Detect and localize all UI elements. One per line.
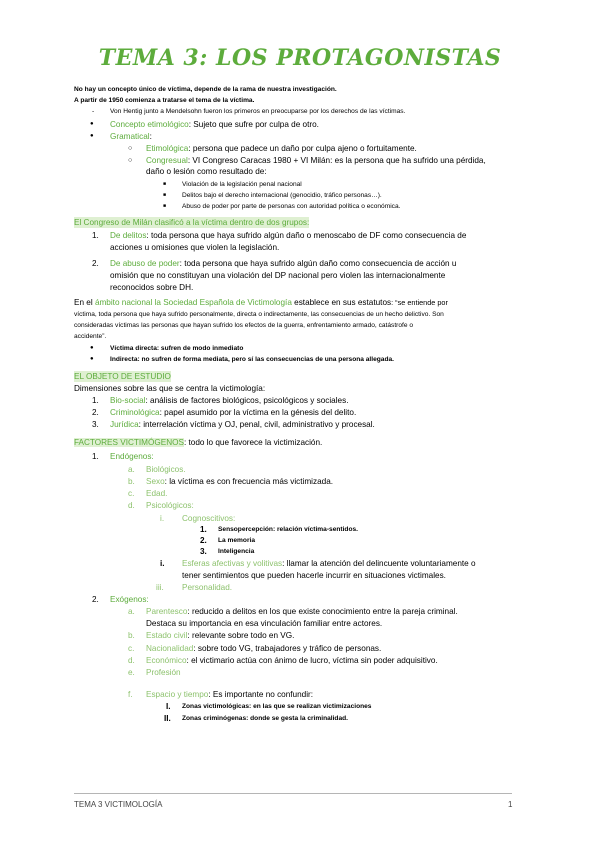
dash-marker: - bbox=[92, 108, 95, 115]
list-number: 2. bbox=[92, 595, 99, 604]
list-letter: f. bbox=[128, 690, 133, 699]
list-letter: b. bbox=[128, 631, 135, 640]
milan-item-1-cont: acciones u omisiones que violen la legislación. bbox=[110, 243, 280, 252]
list-letter: c. bbox=[128, 644, 135, 653]
footer-rule bbox=[74, 793, 512, 794]
exo-c: Nacionalidad: sobre todo VG, trabajadores y tráfico de personas. bbox=[146, 644, 382, 653]
cog-item-1: Sensopercepción: relación víctima-sentidos. bbox=[218, 526, 358, 533]
list-roman: i. bbox=[160, 514, 165, 523]
esferas-item: Esferas afectivas y volitivas: llamar la atención del delincuente voluntariamente o bbox=[182, 559, 476, 568]
list-number: 2. bbox=[92, 408, 99, 417]
list-letter: e. bbox=[128, 668, 135, 677]
list-number: 3. bbox=[200, 547, 207, 556]
intro-line-2: A partir de 1950 comienza a tratarse el tema de la víctima. bbox=[74, 97, 255, 104]
page-number: 1 bbox=[508, 800, 513, 809]
list-letter: d. bbox=[128, 656, 135, 665]
list-roman: i. bbox=[160, 559, 165, 568]
objeto-item-1: Bio-social: análisis de factores biológicos, psicológicos y sociales. bbox=[110, 396, 349, 405]
list-letter: a. bbox=[128, 607, 135, 616]
list-number: 1. bbox=[92, 231, 99, 240]
exo-a: Parentesco: reducido a delitos en los que existe conocimiento entre la pareja criminal. bbox=[146, 607, 458, 616]
exogenos-label: Exógenos: bbox=[110, 595, 149, 604]
congresual-sub-1: Violación de la legislación penal nacional bbox=[182, 181, 302, 188]
cognoscitivos-label: Cognoscitivos: bbox=[182, 514, 236, 523]
objeto-heading: EL OBJETO DE ESTUDIO bbox=[74, 372, 171, 381]
list-letter: c. bbox=[128, 489, 135, 498]
exo-b: Estado civil: relevante sobre todo en VG. bbox=[146, 631, 295, 640]
bullet-icon: ● bbox=[90, 345, 94, 351]
concept-congresual-cont: daño o lesión como resultado de: bbox=[146, 167, 267, 176]
zona-1: Zonas victimológicas: en las que se realizan victimizaciones bbox=[182, 703, 372, 710]
endo-c: Edad. bbox=[146, 489, 168, 498]
square-bullet-icon: ■ bbox=[163, 181, 167, 187]
concept-congresual: Congresual: VI Congreso Caracas 1980 + VI Milán: es la persona que ha sufrido una pérdida, bbox=[146, 156, 486, 165]
congresual-sub-3: Abuso de poder por parte de personas con autoridad política o económica. bbox=[182, 203, 401, 210]
square-bullet-icon: ■ bbox=[163, 203, 167, 209]
ambito-line-4: accidente”. bbox=[74, 333, 107, 340]
milan-heading: El Congreso de Milán clasificó a la víctima dentro de dos grupos: bbox=[74, 218, 310, 227]
list-number: 1. bbox=[92, 396, 99, 405]
ambito-bullet-1: Víctima directa: sufren de modo inmediato bbox=[110, 345, 244, 352]
bullet-icon: ● bbox=[90, 356, 94, 362]
milan-item-2-cont2: reconocidos sobre DH. bbox=[110, 283, 194, 292]
congresual-sub-2: Delitos bajo el derecho internacional (genocidio, tráfico personas…). bbox=[182, 192, 382, 199]
list-letter: d. bbox=[128, 501, 135, 510]
concept-etimologico: Concepto etimológico: Sujeto que sufre por culpa de otro. bbox=[110, 120, 319, 129]
esferas-item-cont: tener sentimientos que pueden hacerle incurrir en situaciones victimales. bbox=[182, 571, 446, 580]
list-roman-upper: II. bbox=[164, 714, 171, 723]
intro-line-3: Von Hentig junto a Mendelsohn fueron los primeros en preocuparse por los derechos de las víctimas. bbox=[110, 108, 406, 115]
concept-gramatical: Gramatical: bbox=[110, 132, 152, 141]
list-roman: iii. bbox=[156, 583, 164, 592]
list-number: 2. bbox=[200, 536, 207, 545]
endo-d: Psicológicos: bbox=[146, 501, 194, 510]
list-roman-upper: I. bbox=[166, 702, 171, 711]
endogenos-label: Endógenos: bbox=[110, 452, 154, 461]
intro-line-1: No hay un concepto único de víctima, depende de la rama de nuestra investigación. bbox=[74, 86, 337, 93]
list-number: 1. bbox=[92, 452, 99, 461]
footer-title: TEMA 3 VICTIMOLOGÍA bbox=[74, 800, 163, 809]
bullet-icon: ● bbox=[90, 133, 94, 139]
ambito-line-3: consideradas víctimas las personas que hayan sufrido los efectos de la guerra, enfrentamiento armado, catástrofe o bbox=[74, 322, 414, 329]
list-letter: a. bbox=[128, 465, 135, 474]
objeto-item-2: Criminológica: papel asumido por la víctima en la génesis del delito. bbox=[110, 408, 357, 417]
concept-etimologica: Etimológica: persona que padece un daño por culpa ajeno o fortuitamente. bbox=[146, 144, 417, 153]
list-number: 1. bbox=[200, 525, 207, 534]
bullet-icon: ● bbox=[90, 121, 94, 127]
exo-a-cont: Destaca su importancia en esa vinculación familiar entre actores. bbox=[146, 619, 383, 628]
zona-2: Zonas criminógenas: donde se gesta la criminalidad. bbox=[182, 715, 348, 722]
circle-bullet-icon: ○ bbox=[128, 145, 133, 152]
ambito-line-1: En el ámbito nacional la Sociedad Española de Victimología establece en sus estatutos: “se entiende por bbox=[74, 298, 448, 307]
objeto-subheading: Dimensiones sobre las que se centra la victimología: bbox=[74, 384, 266, 393]
endo-b: Sexo: la víctima es con frecuencia más victimizada. bbox=[146, 477, 334, 486]
list-number: 3. bbox=[92, 420, 99, 429]
endo-a: Biológicos. bbox=[146, 465, 186, 474]
milan-item-1: De delitos: toda persona que haya sufrido algún daño o menoscabo de DF como consecuencia de bbox=[110, 231, 467, 240]
exo-e: Profesión bbox=[146, 668, 181, 677]
circle-bullet-icon: ○ bbox=[128, 157, 133, 164]
personalidad-item: Personalidad. bbox=[182, 583, 233, 592]
milan-item-2: De abuso de poder: toda persona que haya sufrido algún daño como consecuencia de acción u bbox=[110, 259, 457, 268]
square-bullet-icon: ■ bbox=[163, 192, 167, 198]
cog-item-2: La memoria bbox=[218, 537, 256, 544]
objeto-item-3: Jurídica: interrelación víctima y OJ, penal, civil, administrativo y procesal. bbox=[110, 420, 375, 429]
list-number: 2. bbox=[92, 259, 99, 268]
exo-d: Económico: el victimario actúa con ánimo de lucro, víctima sin poder adquisitivo. bbox=[146, 656, 438, 665]
list-letter: b. bbox=[128, 477, 135, 486]
exo-f: Espacio y tiempo: Es importante no confundir: bbox=[146, 690, 314, 699]
page-title: TEMA 3: LOS PROTAGONISTAS bbox=[98, 45, 502, 71]
cog-item-3: Inteligencia bbox=[218, 548, 255, 555]
ambito-line-2: víctima, toda persona que haya sufrido personalmente, directa o indirectamente, las consecuencias de un hecho delictivo. Son bbox=[74, 311, 444, 318]
milan-item-2-cont: omisión que no constituyan una violación del DP nacional pero violen las internacionalmente bbox=[110, 271, 446, 280]
factores-heading: FACTORES VICTIMÓGENOS: todo lo que favorece la victimización. bbox=[74, 438, 323, 447]
ambito-bullet-2: Indirecta: no sufren de forma mediata, pero sí las consecuencias de una persona allegada. bbox=[110, 356, 394, 363]
